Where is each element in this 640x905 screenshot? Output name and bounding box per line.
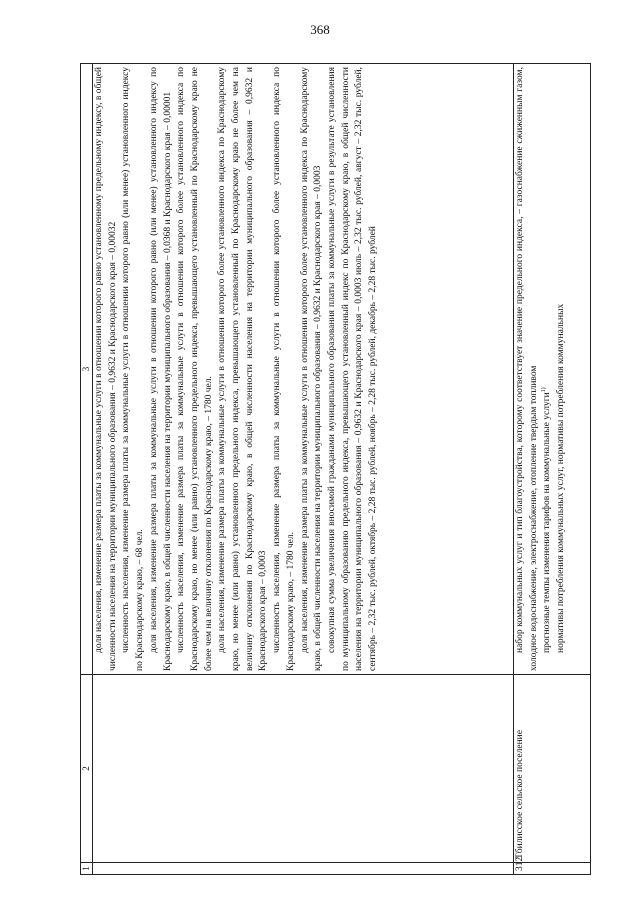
paragraph: совокупная сумма увеличения вносимой гражданами муниципального образования платы за коммунальные услуги в результате установления по муниципальному образованию предельного индекса, превышающего установленный индекс по Краснодарскому краю, в общей численности населения на территории муниципального образования – 0,9632 и Краснодарского края – 0,0003 июль – 2,32 тыс. рублей, август – 2,32 тыс. рублей, сентябрь – 2,32 тыс. рублей, октябрь – 2,28 тыс. рублей, ноябрь – 2,28 тыс. рублей, декабрь – 2,28 тыс. рублей (326, 67, 379, 671)
paragraph: нормативы потребления коммунальных услуг, нормативы потребления коммунальных (556, 303, 567, 653)
header-col-3: 3 (81, 64, 93, 675)
settlement-name-cell: Тбилисское сельское поселение (514, 675, 591, 863)
paragraph (541, 67, 555, 671)
row-name-cell (93, 675, 514, 863)
rotated-table-wrapper (80, 63, 589, 875)
paragraph: набор коммунальных услуг и тип благоустройства, которому соответствует значение предельного индекса, – газоснабжение сжиженным газом, холодное водоснабжение, электроснабжение, отопление твердым топливом (515, 67, 539, 671)
table-header-row (81, 64, 93, 875)
table-row (93, 64, 514, 875)
footnote-mark: 1) (541, 387, 548, 393)
paragraph: доля населения, изменение размера платы за коммунальные услуги в отношении которого более установленного индекса по Краснодарскому краю, в общей численности населения на территории муниципального образования – 0,9632 и Краснодарского края – 0,0003 (299, 67, 324, 671)
paragraph: численность населения, изменение размера платы за коммунальные услуги в отношении которого равно (или менее) установленного индексу по Краснодарскому краю, – 68 чел. (121, 67, 146, 671)
paragraph: доля населения, изменение размера платы за коммунальные услуги в отношении которого более установленного индекса по Краснодарскому краю, но менее (или равно) установленного предельного индекса, превышающего установленный по Краснодарскому краю не более чем на величину отклонения по Краснодарскому краю, в общей численности населения на территории муниципального образования – 0,9632 и Краснодарского края – 0,0003 (217, 67, 269, 671)
tariff-table (80, 63, 591, 875)
page-number: 368 (310, 22, 330, 37)
paragraph-text: прогнозные темпы изменения тарифов на коммунальные услуги (542, 392, 553, 653)
row-number-cell: 312 (514, 863, 591, 875)
paragraph: доля населения, изменение размера платы за коммунальные услуги в отношении которого равно установленному предельному индексу, в общей численности населения на территории муниципального образования – 0,9632 и Краснодарского края – 0,00032 (94, 67, 118, 671)
table-row (514, 64, 591, 875)
row-text-cell (514, 64, 591, 675)
paragraph: численность населения, изменение размера платы за коммунальные услуги в отношении которого более установленного индекса по Краснодарскому краю, – 1780 чел. (272, 67, 296, 671)
row-number-cell (93, 863, 514, 875)
header-col-2: 2 (81, 675, 93, 863)
header-col-1: 1 (81, 863, 93, 875)
row-text-cell (93, 64, 514, 675)
paragraph: численность населения, изменение размера платы за коммунальные услуги в отношении которого более установленного индекса по Краснодарскому краю, но менее (или равно) установленного предельного индекса, превышающего установленный по Краснодарскому краю не более чем на величину отклонения по Краснодарскому краю, – 1780 чел. (176, 67, 214, 671)
paragraph: доля населения, изменение размера платы за коммунальные услуги в отношении которого равно (или менее) установленного индексу по Краснодарскому краю, в общей численности населения на территории муниципального образования – 0,0368 и Краснодарского края – 0,00001 (148, 67, 173, 671)
